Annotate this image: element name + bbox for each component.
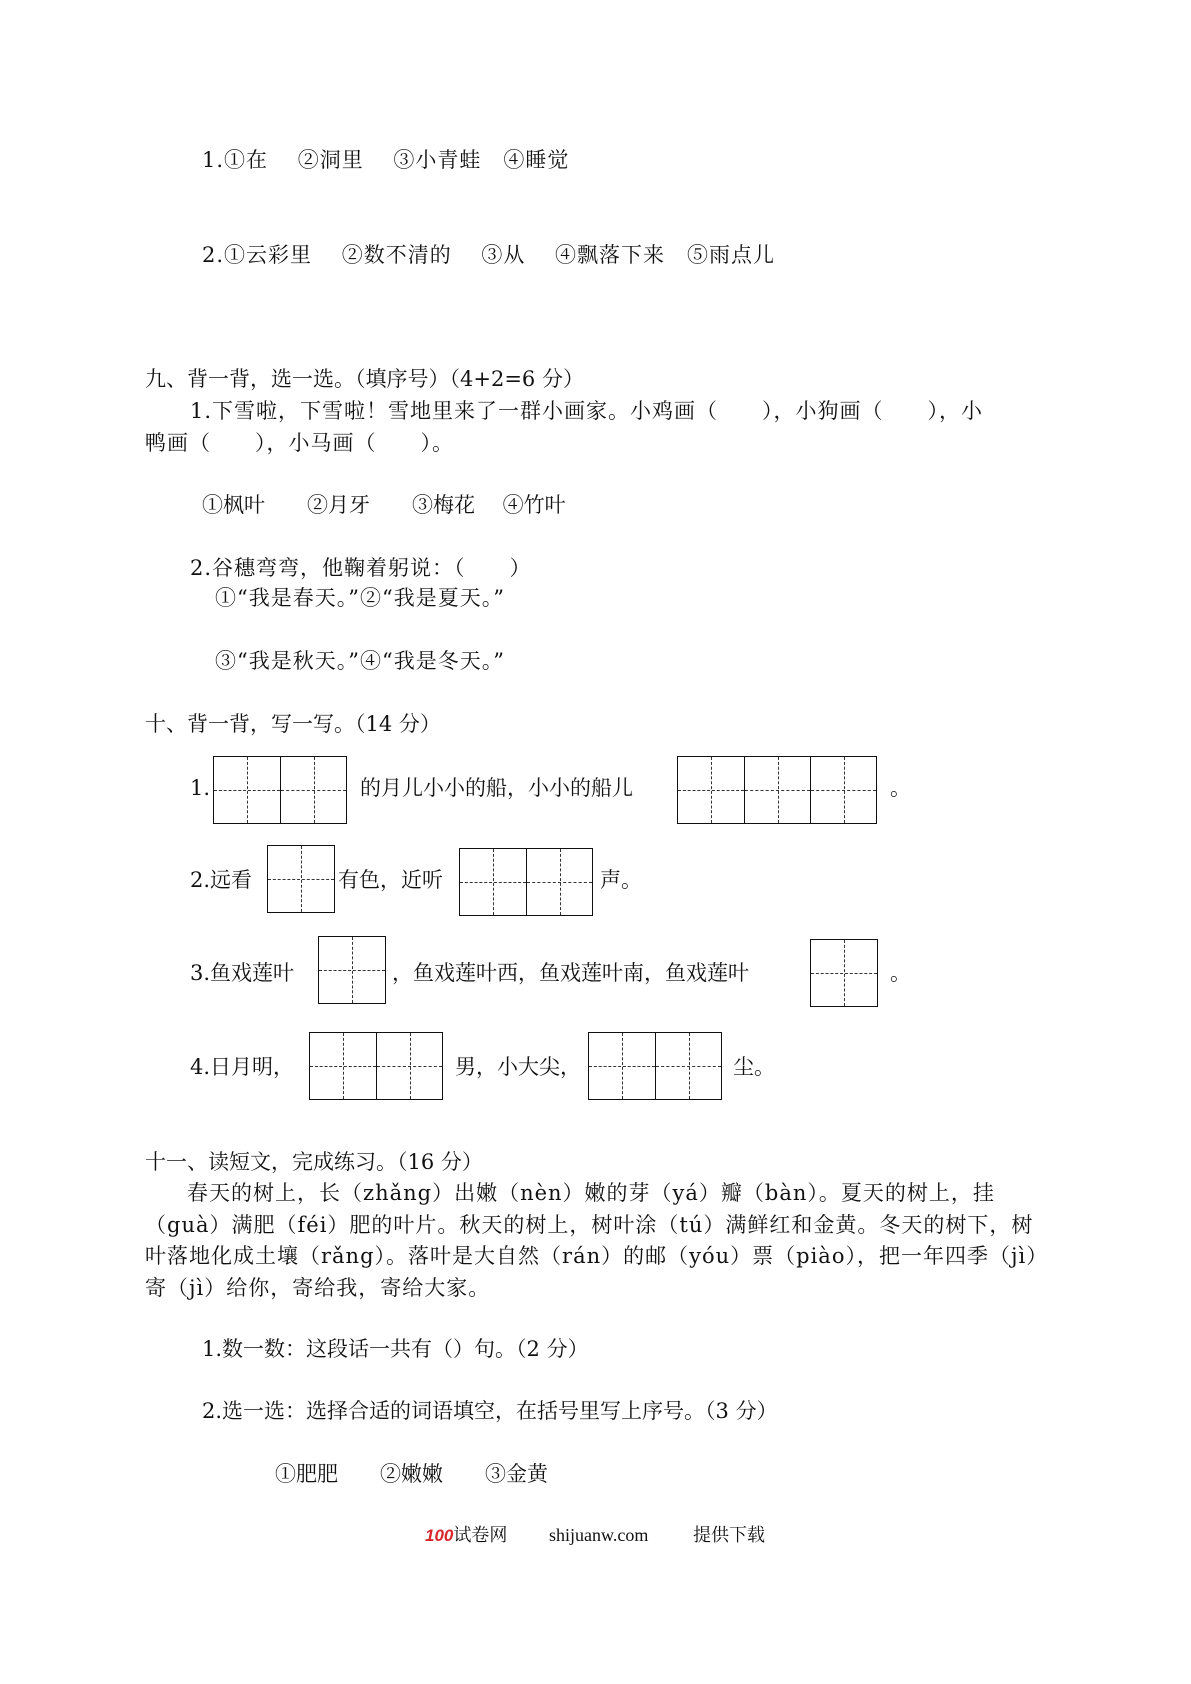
writing-grid[interactable] bbox=[810, 939, 878, 1007]
q10-r3-end: 。 bbox=[890, 961, 911, 985]
q9-s2-options-b: ③“我是秋天。”④“我是冬天。” bbox=[215, 649, 505, 673]
writing-grid[interactable] bbox=[309, 1032, 443, 1100]
q11-s2-options: ①肥肥 ②嫩嫩 ③金黄 bbox=[275, 1462, 548, 1486]
q10-r4-middle: 男，小大尖， bbox=[455, 1055, 581, 1079]
q9-s1-line1: 1.下雪啦，下雪啦！雪地里来了一群小画家。小鸡画（ ），小狗画（ ），小 bbox=[190, 399, 984, 423]
q11-passage: 春天的树上，长（zhǎng）出嫩（nèn）嫩的芽（yá）瓣（bàn）。夏天的树上，挂（guà）满肥（féi）肥的叶片。秋天的树上，树叶涂（tú）满鲜红和金黄。冬天的树下，树叶落地化成土壤（rǎng）。落叶是大自然（rán）的邮（yóu）票（piào），把一年四季（jì）寄（jì）给你，寄给我，寄给大家。 bbox=[145, 1181, 1049, 1300]
logo-text: 试卷网 bbox=[453, 1525, 508, 1545]
q10-r3-prefix: 3.鱼戏莲叶 bbox=[190, 961, 295, 985]
logo-number: 100 bbox=[425, 1526, 454, 1545]
q9-heading: 九、背一背，选一选。（填序号）（4+2=6 分） bbox=[145, 367, 584, 391]
q8-line2: 2.①云彩里 ②数不清的 ③从 ④飘落下来 ⑤雨点儿 bbox=[202, 243, 776, 267]
q10-r3-middle: ，鱼戏莲叶西，鱼戏莲叶南，鱼戏莲叶 bbox=[392, 961, 749, 985]
q9-s2-options-a: ①“我是春天。”②“我是夏天。” bbox=[215, 586, 505, 610]
q8-line1: 1.①在 ②洞里 ③小青蛙 ④睡觉 bbox=[202, 148, 570, 172]
q10-r1-prefix: 1. bbox=[190, 776, 211, 800]
writing-grid[interactable] bbox=[318, 936, 386, 1004]
q9-s1-options: ①枫叶 ②月牙 ③梅花 ④竹叶 bbox=[202, 493, 566, 517]
footer-site[interactable]: shijuanw.com bbox=[549, 1525, 649, 1545]
q10-r1-middle: 的月儿小小的船，小小的船儿 bbox=[360, 776, 633, 800]
writing-grid[interactable] bbox=[588, 1032, 722, 1100]
footer-logo bbox=[425, 1521, 507, 1550]
q11-heading: 十一、读短文，完成练习。（16 分） bbox=[145, 1150, 483, 1174]
q10-heading: 十、背一背，写一写。（14 分） bbox=[145, 712, 441, 736]
q10-r2-middle: 有色，近听 bbox=[338, 868, 443, 892]
writing-grid[interactable] bbox=[459, 848, 593, 916]
footer-provide: 提供下载 bbox=[693, 1525, 765, 1545]
q10-r4-end: 尘。 bbox=[733, 1055, 775, 1079]
q9-s1-line2: 鸭画（ ），小马画（ ）。 bbox=[145, 431, 454, 455]
q10-r1-end: 。 bbox=[890, 776, 911, 800]
writing-grid[interactable] bbox=[267, 845, 335, 913]
q9-s2-question: 2.谷穗弯弯，他鞠着躬说：（ ） bbox=[190, 556, 532, 580]
q11-s1: 1.数一数：这段话一共有（）句。（2 分） bbox=[202, 1337, 589, 1361]
q10-r2-end: 声。 bbox=[600, 868, 642, 892]
q11-s2: 2.选一选：选择合适的词语填空，在括号里写上序号。（3 分） bbox=[202, 1399, 778, 1423]
q10-r2-prefix: 2.远看 bbox=[190, 868, 253, 892]
q10-r4-prefix: 4.日月明， bbox=[190, 1055, 295, 1079]
writing-grid[interactable] bbox=[677, 756, 877, 824]
writing-grid[interactable] bbox=[213, 756, 347, 824]
